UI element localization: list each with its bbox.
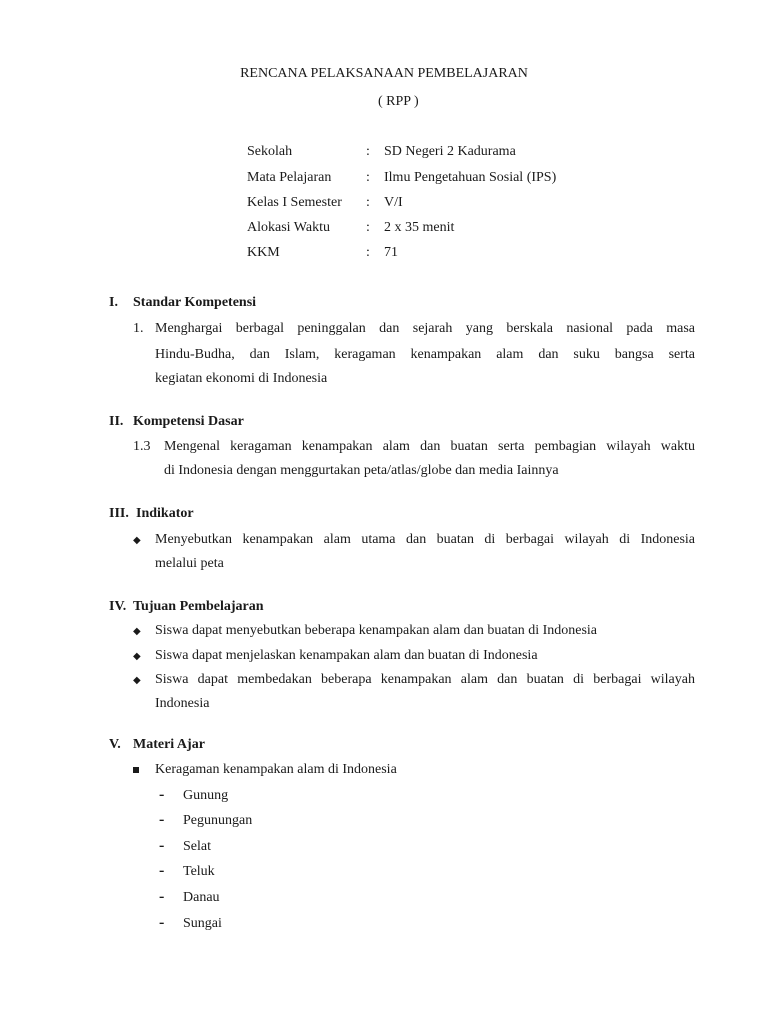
diamond-bullet-icon: ◆ (133, 675, 141, 686)
identity-label-time: Alokasi Waktu (247, 220, 330, 235)
dash-bullet-icon: - (159, 837, 165, 854)
section-numeral: III. (109, 506, 129, 521)
section-heading-standar-kompetensi: Standar Kompetensi (133, 295, 257, 310)
identity-label-subject: Mata Pelajaran (247, 170, 332, 185)
sub-list-item: Sungai (183, 916, 222, 931)
identity-value-class: V/I (384, 195, 403, 210)
paragraph-line: Hindu-Budha, dan Islam, keragaman kenampakan alam dan suku bangsa serta (155, 347, 695, 362)
section-numeral: V. (109, 737, 121, 752)
diamond-bullet-icon: ◆ (133, 535, 141, 546)
identity-value-subject: Ilmu Pengetahuan Sosial (IPS) (384, 170, 557, 185)
identity-sep: : (366, 195, 370, 210)
list-item: Siswa dapat menjelaskan kenampakan alam dan buatan di Indonesia (155, 648, 538, 663)
identity-value-kkm: 71 (384, 245, 398, 260)
dash-bullet-icon: - (159, 914, 165, 931)
section-heading-indikator: Indikator (136, 506, 194, 521)
paragraph-line: di Indonesia dengan menggurtakan peta/atlas/globe dan media Iainnya (164, 463, 559, 478)
dash-bullet-icon: - (159, 862, 165, 879)
section-heading-materi-ajar: Materi Ajar (133, 737, 205, 752)
sub-list-item: Teluk (183, 864, 215, 879)
paragraph-line: kegiatan ekonomi di Indonesia (155, 371, 328, 386)
list-item: Siswa dapat membedakan beberapa kenampakan alam dan buatan di berbagai wilayah (155, 672, 695, 687)
section-numeral: II. (109, 414, 124, 429)
identity-value-school: SD Negeri 2 Kadurama (384, 144, 516, 159)
identity-sep: : (366, 170, 370, 185)
paragraph-line: Menyebutkan kenampakan alam utama dan buatan di berbagai wilayah di Indonesia (155, 532, 695, 547)
identity-label-school: Sekolah (247, 144, 293, 159)
identity-label-kkm: KKM (247, 245, 280, 260)
section-numeral: IV. (109, 599, 127, 614)
list-item-continuation: Indonesia (155, 696, 210, 711)
section-heading-kompetensi-dasar: Kompetensi Dasar (133, 414, 244, 429)
sub-list-item: Danau (183, 890, 220, 905)
dash-bullet-icon: - (159, 888, 165, 905)
paragraph-line: Menghargai berbagal peninggalan dan sejarah yang berskala nasional pada masa (155, 321, 695, 336)
sub-list-item: Gunung (183, 788, 229, 803)
dash-bullet-icon: - (159, 811, 165, 828)
square-bullet-icon (133, 762, 139, 778)
identity-label-class: Kelas I Semester (247, 195, 342, 210)
paragraph-line: Mengenal keragaman kenampakan alam dan buatan serta pembagian wilayah waktu (164, 439, 695, 454)
identity-sep: : (366, 220, 370, 235)
list-item: Siswa dapat menyebutkan beberapa kenampakan alam dan buatan di Indonesia (155, 623, 598, 638)
identity-sep: : (366, 245, 370, 260)
paragraph-line: melalui peta (155, 556, 224, 571)
document-title: RENCANA PELAKSANAAN PEMBELAJARAN (240, 66, 528, 81)
diamond-bullet-icon: ◆ (133, 626, 141, 637)
identity-sep: : (366, 144, 370, 159)
dash-bullet-icon: - (159, 786, 165, 803)
document-subtitle: ( RPP ) (378, 94, 419, 109)
list-number: 1.3 (133, 439, 151, 454)
identity-value-time: 2 x 35 menit (384, 220, 455, 235)
section-numeral: I. (109, 295, 118, 310)
sub-list-item: Pegunungan (183, 813, 253, 828)
sub-list-item: Selat (183, 839, 211, 854)
diamond-bullet-icon: ◆ (133, 651, 141, 662)
section-heading-tujuan-pembelajaran: Tujuan Pembelajaran (133, 599, 264, 614)
list-number: 1. (133, 321, 144, 336)
list-item: Keragaman kenampakan alam di Indonesia (155, 762, 397, 777)
